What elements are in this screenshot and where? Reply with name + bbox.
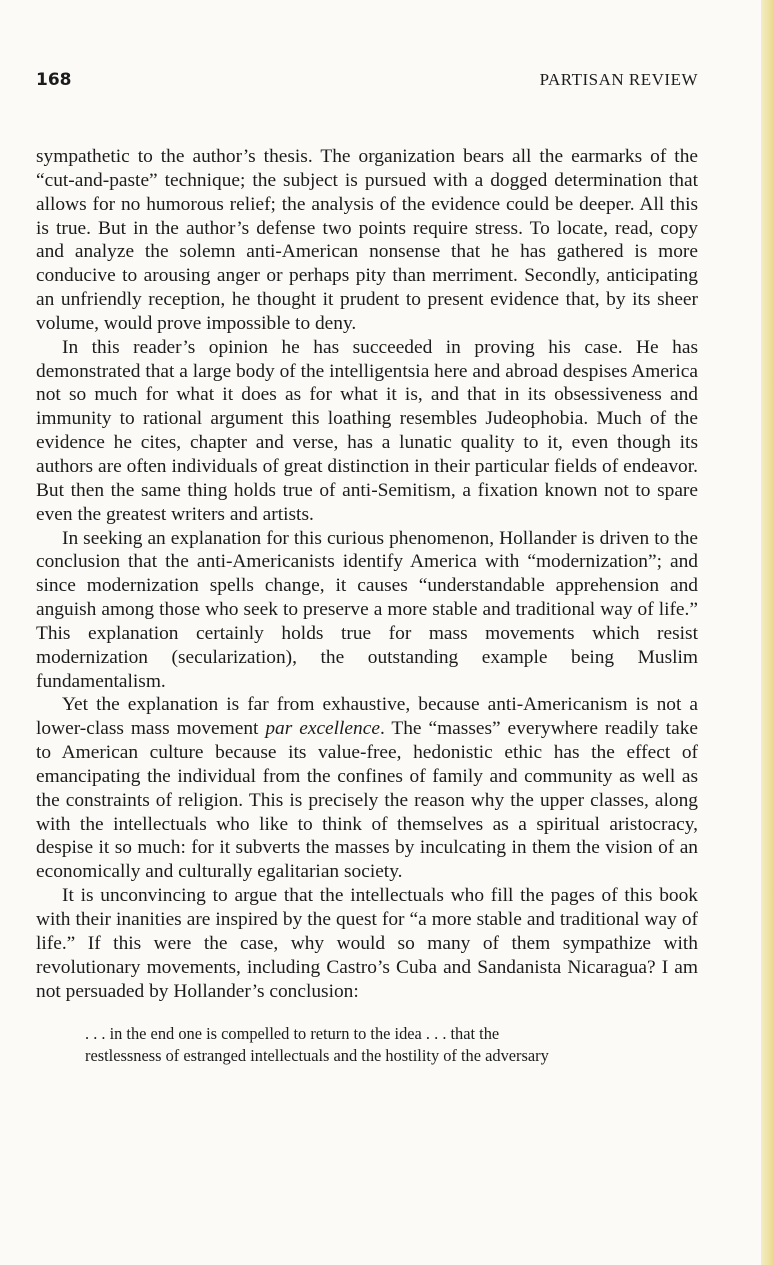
paragraph-4-start: Yet the explanation is far from exhaustive, because anti-Americanism is not a lower-class mass movement bbox=[36, 694, 698, 740]
paragraph-5: It is unconvincing to argue that the intellectuals who fill the pages of this book with their inanities are inspired by the quest for “a more stable and traditional way of life.” If this were the case, why would so many of them sympathize with revolutionary movements, including Castro’s Cuba and Sandanista Nicaragua? I am not persuaded by Hollander’s conclusion: bbox=[36, 885, 698, 1002]
paragraph-3: In seeking an explanation for this curious phenomenon, Hollander is driven to the conclusion that the anti-Americanists identify America with “modernization”; and since modernization spells change, it causes “understandable apprehension and anguish among those who seek to preserve a more stable and traditional way of life.” This explanation certainly holds true for mass movements which resist modernization (secularization), the outstanding example being Muslim fundamentalism. bbox=[36, 527, 698, 692]
body-text bbox=[36, 145, 698, 1003]
book-page bbox=[36, 70, 698, 1066]
page-header bbox=[36, 70, 698, 90]
paragraph-1: sympathetic to the author’s thesis. The organization bears all the earmarks of the “cut-and-paste” technique; the subject is pursued with a dogged determination that allows for no humorous relief; the analysis of the evidence could be deeper. All this is true. But in the author’s defense two points require stress. To locate, read, copy and analyze the solemn anti-American nonsense that he has gathered is more conducive to arousing anger or perhaps pity than merriment. Secondly, anticipating an unfriendly reception, he thought it prudent to present evidence that, by its sheer volume, would prove impossible to deny. bbox=[36, 146, 698, 334]
block-quote bbox=[85, 1023, 658, 1066]
paragraph-4-end: . The “masses” everywhere readily take to American culture because its value-free, hedonistic ethic has the effect of emancipating the individual from the confines of family and community as well as the constraints of religion. This is precisely the reason why the upper classes, along with the intellectuals who like to think of themselves as a spiritual aristocracy, despise it so much: for it subverts the masses by inculcating in them the vision of an economically and culturally egalitarian society. bbox=[36, 718, 698, 883]
block-quote-line-2: restlessness of estranged intellectuals and the hostility of the adversary bbox=[85, 1045, 549, 1065]
page-number: 168 bbox=[36, 70, 72, 90]
paragraph-2: In this reader’s opinion he has succeeded in proving his case. He has demonstrated that a large body of the intelligentsia here and abroad despises America not so much for what it does as for what it is, and that in its obsessiveness and immunity to rational argument this loathing resembles Judeophobia. Much of the evidence he cites, chapter and verse, has a lunatic quality to it, even though its authors are often individuals of great distinction in their particular fields of endeavor. But then the same thing holds true of anti-Semitism, a fixation known not to spare even the greatest writers and artists. bbox=[36, 336, 698, 525]
running-head: PARTISAN REVIEW bbox=[539, 70, 698, 89]
italic-phrase: par excellence bbox=[265, 718, 380, 740]
paragraph-4 bbox=[36, 693, 698, 884]
page-edge-shadow bbox=[761, 0, 773, 1265]
block-quote-line-1: . . . in the end one is compelled to return to the idea . . . that the bbox=[85, 1024, 500, 1044]
